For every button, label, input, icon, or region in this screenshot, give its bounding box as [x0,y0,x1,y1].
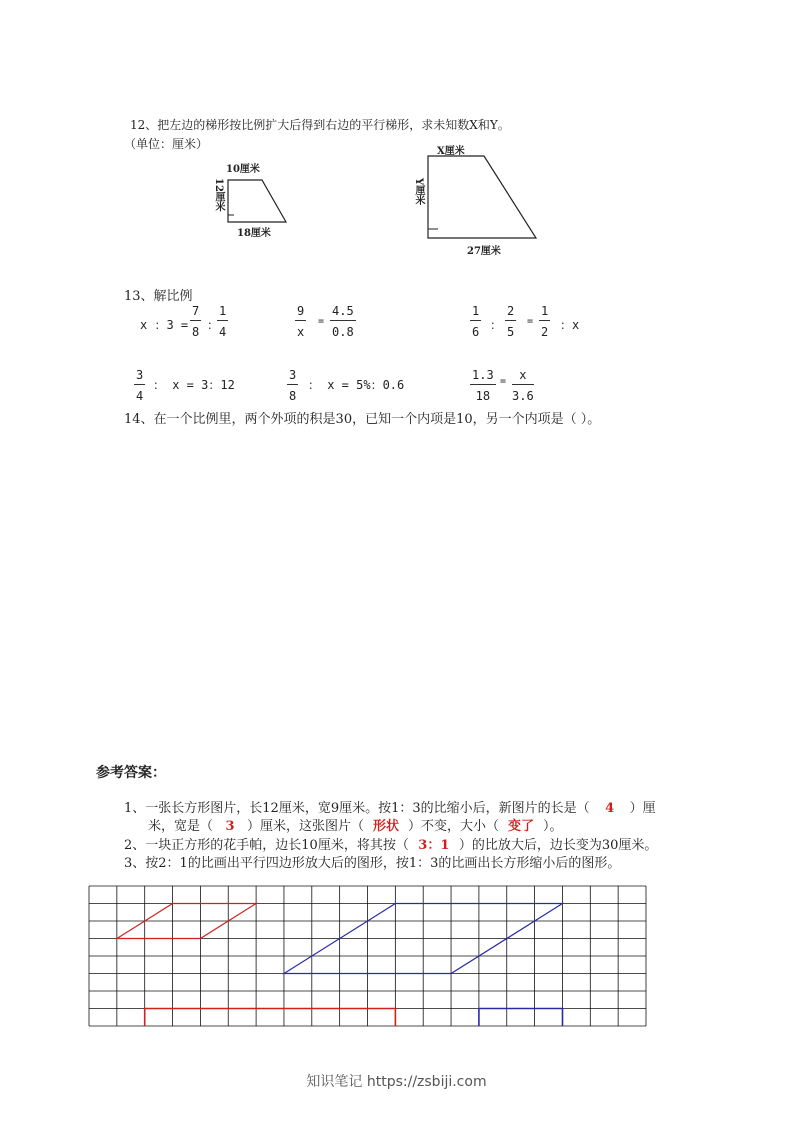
a2-answer-ratio: 3：1 [418,838,450,853]
eq6-f2-numerator: x [512,368,534,385]
eq2-f2-numerator: 4.5 [330,304,356,321]
large-bottom-label: 27厘米 [467,246,501,257]
eq3-fraction-3 [539,304,550,339]
eq2-f2-denominator: 0.8 [332,325,354,339]
answer-3: 3、按2：1的比画出平行四边形放大后的图形，按1：3的比画出长方形缩小后的图形。 [124,856,621,871]
answer-grid [88,885,648,1027]
eq3-f3-numerator: 1 [539,304,550,321]
a1-answer-size: 变了 [508,819,535,834]
eq4-fraction-1 [134,368,145,403]
small-bottom-label: 18厘米 [237,228,271,239]
eq4-suffix: ： x = 3：12 [153,378,235,392]
eq6-f2-denominator: 3.6 [512,389,534,403]
eq1-f2-numerator: 1 [217,304,228,321]
answers-title: 参考答案： [96,765,166,781]
large-rectangle [145,1009,396,1027]
eq3-f1-denominator: 6 [472,325,480,339]
eq2-equals: = [318,316,325,327]
footer-watermark: 知识笔记 https://zsbiji.com [306,1074,487,1090]
eq4-f1-denominator: 4 [136,389,144,403]
q14-text: 14、在一个比例里，两个外项的积是30，已知一个内项是10，另一个内项是（ ）。 [124,412,601,427]
eq3-f2-numerator: 2 [505,304,516,321]
q12-text: 12、把左边的梯形按比例扩大后得到右边的平行梯形，求未知数X和Y。 [130,118,510,132]
small-rectangle [479,1009,563,1027]
large-left-label: Y厘米 [413,178,424,206]
eq5-f1-numerator: 3 [287,368,298,385]
eq6-fraction-2 [512,368,534,403]
a1-answer-length: 4 [605,801,615,816]
eq6-equals: = [500,376,507,387]
eq3-fraction-2 [505,304,516,339]
eq2-f1-denominator: x [297,325,305,339]
eq1-fraction-2 [217,304,228,339]
eq6-f1-numerator: 1.3 [470,368,496,385]
answer-1-line-2 [148,815,563,834]
a1-text-4: ）厘米，这张图片（ [247,819,365,834]
eq3-equals: = [527,316,534,327]
eq3-colon: ： [490,318,503,332]
a1-answer-width: 3 [225,819,235,834]
large-top-label: X厘米 [437,146,465,157]
small-left-label: 12厘米 [213,178,224,212]
eq1-prefix: x ：3 = [140,318,189,332]
eq5-suffix: ： x = 5%：0.6 [308,378,405,392]
small-top-label: 10厘米 [226,164,260,175]
eq1-colon: ： [207,318,220,332]
eq1-f1-denominator: 8 [192,325,200,339]
eq1-f2-denominator: 4 [219,325,227,339]
eq2-f1-numerator: 9 [295,304,306,321]
a2-text-2: ）的比放大后，边长变为30厘米。 [458,838,658,853]
answer-1-line-1 [124,797,656,816]
q13-title: 13、解比例 [124,289,193,304]
eq6-f1-denominator: 18 [475,389,491,403]
eq6-fraction-1 [470,368,496,403]
eq2-fraction-2 [330,304,356,339]
eq3-fraction-1 [470,304,481,339]
a2-text-1: 2、一块正方形的花手帕，边长10厘米，将其按（ [124,838,409,853]
eq4-f1-numerator: 3 [134,368,145,385]
eq3-f3-denominator: 2 [541,325,549,339]
answer-2 [124,834,657,853]
eq1-fraction-1 [190,304,201,339]
a1-text-6: ）。 [543,819,563,834]
eq5-f1-denominator: 8 [289,389,297,403]
eq3-suffix: ：x [560,318,580,332]
a1-answer-shape: 形状 [373,819,400,834]
a1-text-5: ）不变，大小（ [408,819,500,834]
eq2-fraction-1 [295,304,306,339]
eq3-f1-numerator: 1 [470,304,481,321]
a1-text-3: 米，宽是（ [148,819,214,834]
eq5-fraction-1 [287,368,298,403]
a1-text-1: 1、一张长方形图片，长12厘米，宽9厘米。按1：3的比缩小后，新图片的长是（ [124,801,590,816]
a1-text-2: ）厘 [629,801,656,816]
q12-unit: （单位：厘米） [124,137,209,151]
eq1-f1-numerator: 7 [190,304,201,321]
eq3-f2-denominator: 5 [507,325,515,339]
